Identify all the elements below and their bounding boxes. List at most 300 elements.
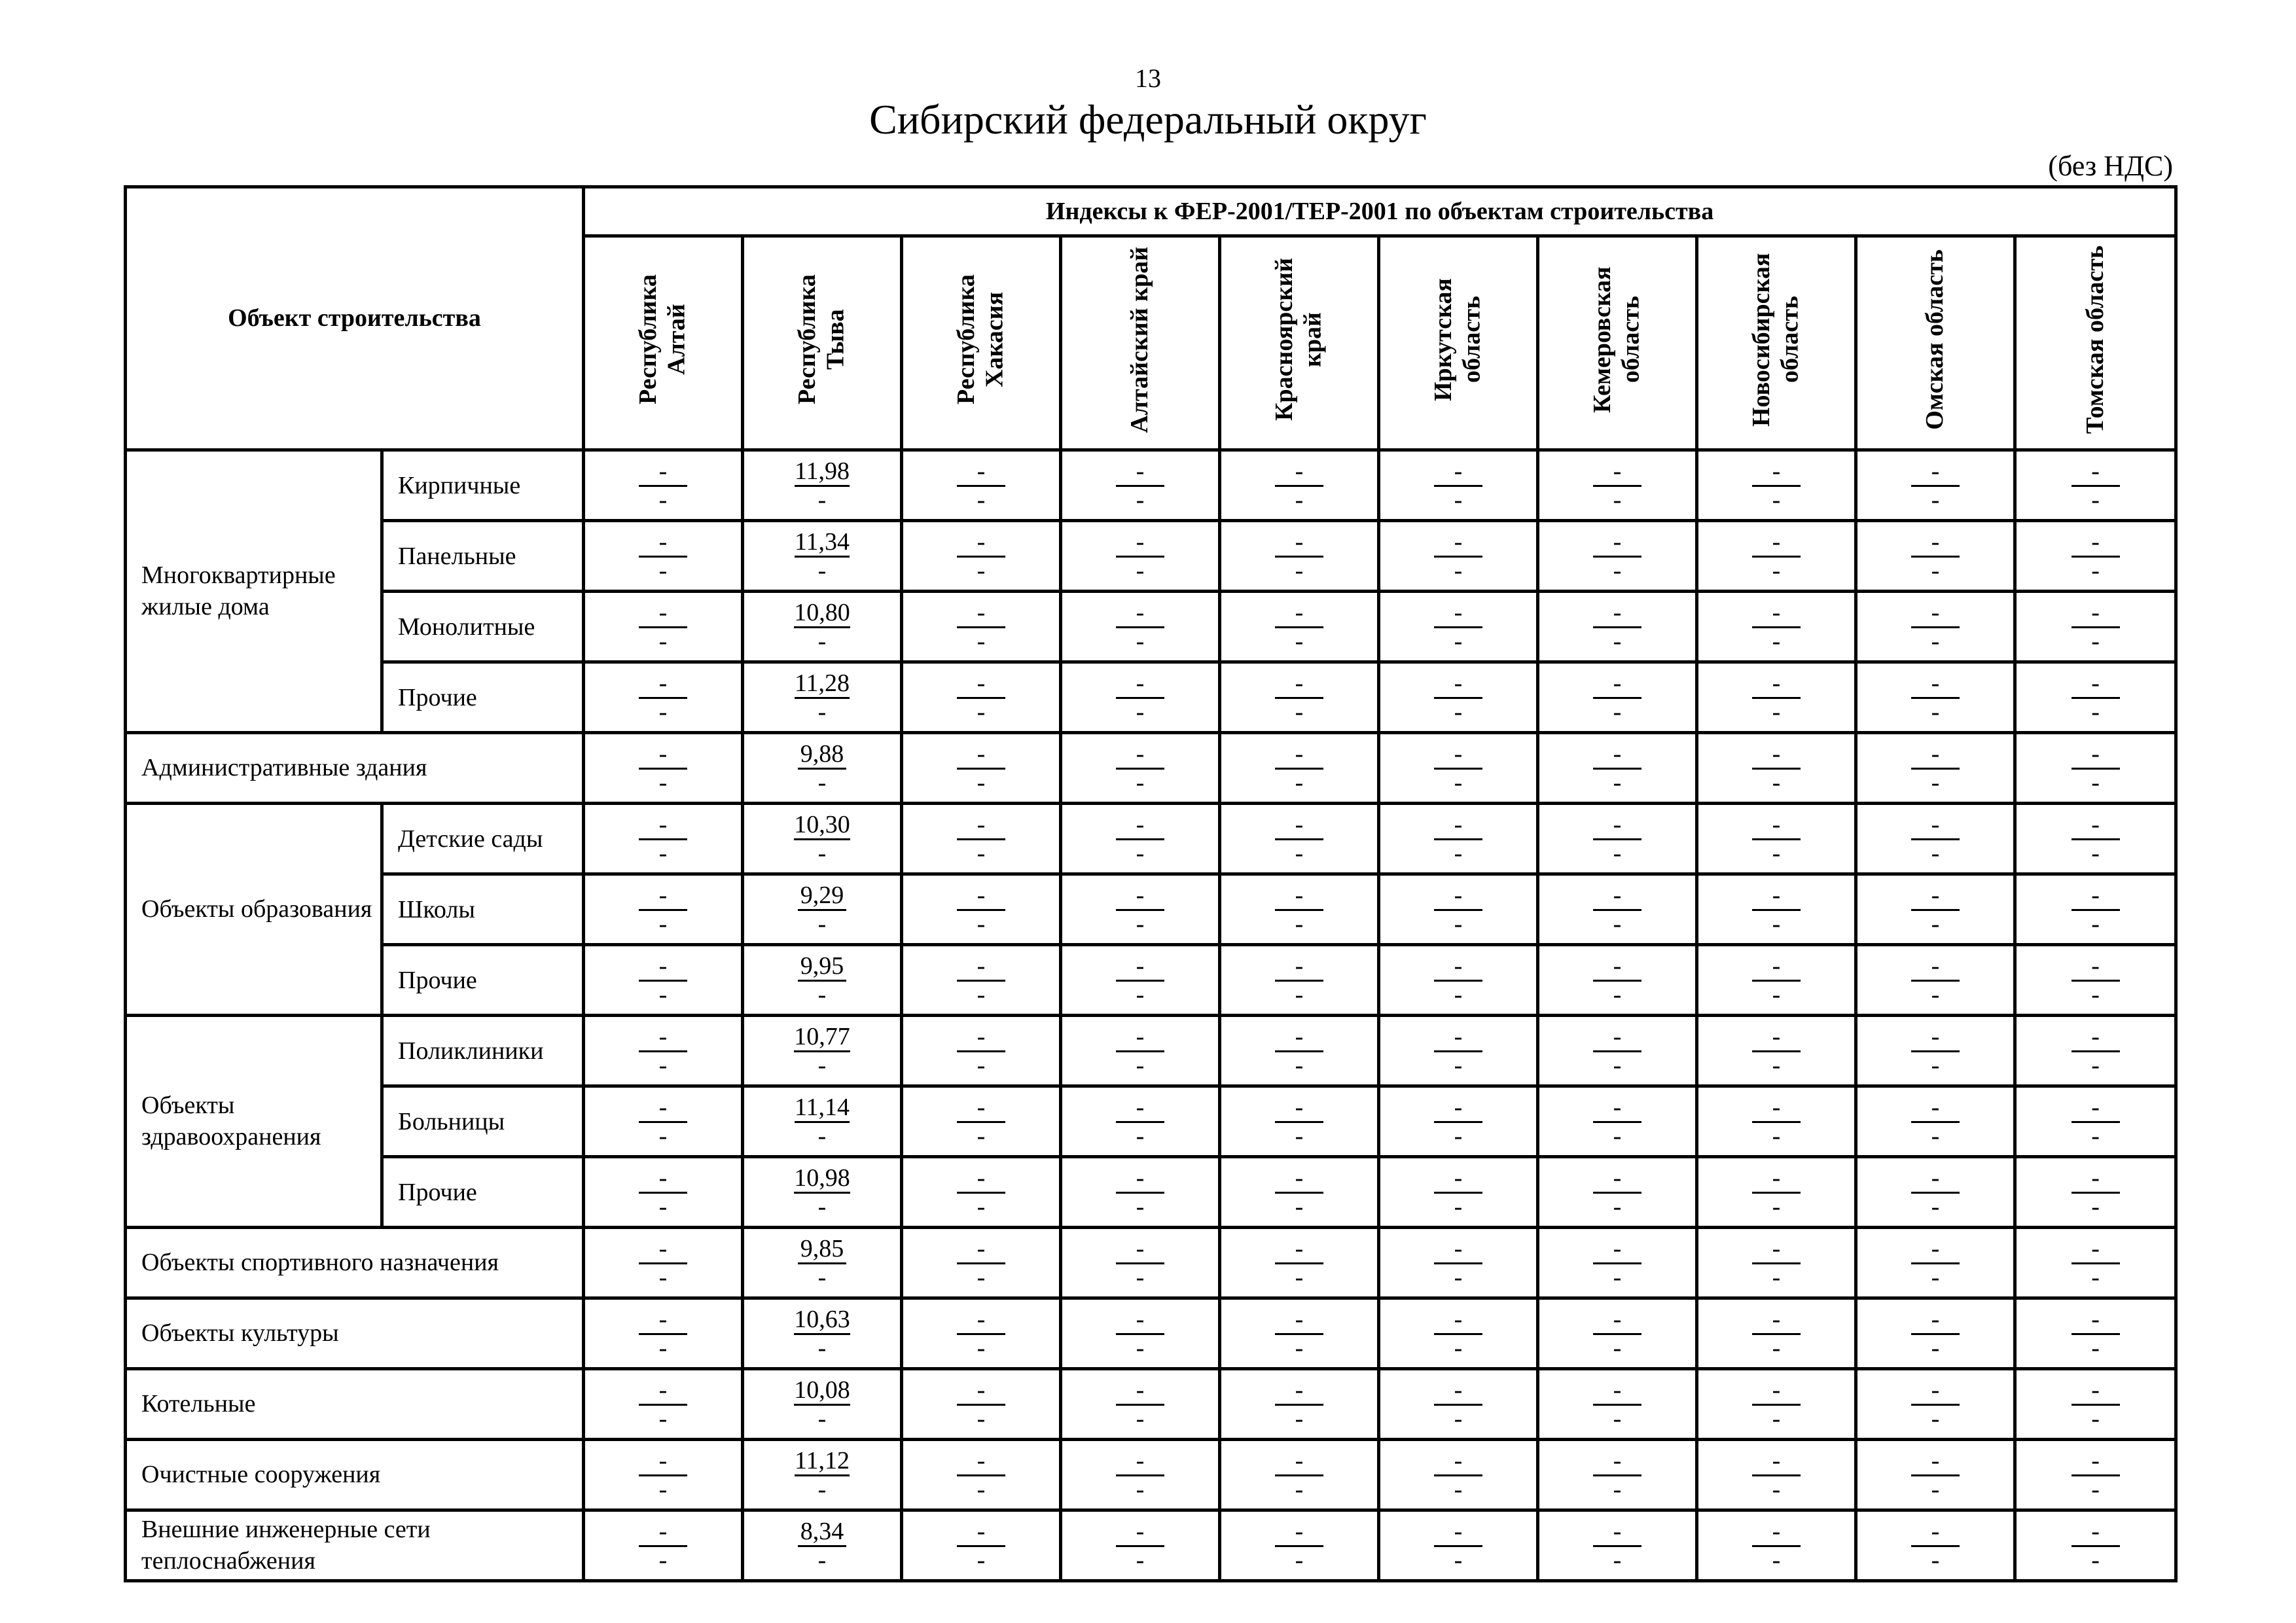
- group-label: Многоквартирные жилые дома: [126, 450, 382, 733]
- index-denominator: -: [1613, 839, 1622, 867]
- region-header: [1220, 236, 1379, 450]
- index-denominator: -: [1136, 1334, 1145, 1362]
- index-numerator: -: [957, 459, 1005, 487]
- index-denominator: -: [977, 486, 986, 514]
- region-header: [1538, 236, 1697, 450]
- index-cell: [1379, 592, 1538, 662]
- index-numerator: -: [957, 1024, 1005, 1052]
- index-numerator: -: [1752, 600, 1801, 628]
- index-table: [124, 185, 2178, 1582]
- index-denominator: -: [1613, 556, 1622, 584]
- index-numerator: -: [1593, 1024, 1641, 1052]
- index-cell: [1379, 874, 1538, 945]
- index-denominator: -: [2091, 839, 2100, 867]
- index-denominator: -: [658, 698, 668, 726]
- table-row: [126, 945, 2176, 1016]
- index-cell: [1538, 1298, 1697, 1369]
- index-cell: [584, 662, 743, 733]
- index-numerator: -: [1593, 1307, 1641, 1335]
- index-numerator: -: [1116, 671, 1164, 699]
- index-denominator: -: [2091, 1051, 2100, 1079]
- index-cell: [1379, 1228, 1538, 1298]
- index-cell: [1220, 1086, 1379, 1157]
- row-label: Школы: [382, 874, 584, 945]
- index-cell: [1379, 804, 1538, 874]
- region-name: Республика Тыва: [793, 274, 850, 405]
- index-cell: [1061, 662, 1220, 733]
- index-denominator: -: [1931, 486, 1940, 514]
- group-label: Объекты здравоохранения: [126, 1016, 382, 1228]
- index-cell: [1379, 662, 1538, 733]
- index-denominator: -: [658, 1051, 668, 1079]
- index-numerator: -: [1434, 954, 1482, 982]
- index-numerator: -: [1116, 741, 1164, 770]
- index-denominator: -: [977, 1404, 986, 1433]
- index-denominator: -: [817, 486, 827, 514]
- index-numerator: 11,28: [795, 671, 850, 699]
- row-label: Котельные: [126, 1369, 584, 1440]
- index-numerator: -: [957, 1519, 1005, 1547]
- index-denominator: -: [1136, 768, 1145, 796]
- index-denominator: -: [2091, 1122, 2100, 1150]
- index-numerator: -: [1434, 671, 1482, 699]
- index-cell: [584, 521, 743, 592]
- group-label: Объекты образования: [126, 804, 382, 1016]
- index-cell: [1538, 450, 1697, 521]
- index-numerator: -: [1911, 1024, 1960, 1052]
- index-numerator: -: [1752, 529, 1801, 558]
- index-denominator: -: [658, 768, 668, 796]
- row-label: Прочие: [382, 1157, 584, 1228]
- index-cell: [2015, 1510, 2176, 1581]
- index-numerator: -: [1275, 529, 1323, 558]
- index-cell: [584, 1086, 743, 1157]
- index-denominator: -: [2091, 627, 2100, 655]
- table-row: [126, 662, 2176, 733]
- region-header: [1061, 236, 1220, 450]
- region-name: Томская область: [2081, 245, 2109, 435]
- index-denominator: -: [977, 698, 986, 726]
- index-denominator: -: [1613, 1122, 1622, 1150]
- index-cell: [1220, 450, 1379, 521]
- index-numerator: 10,98: [794, 1166, 850, 1194]
- index-numerator: -: [1911, 459, 1960, 487]
- index-numerator: -: [1911, 671, 1960, 699]
- row-label: Объекты культуры: [126, 1298, 584, 1369]
- index-denominator: -: [1295, 698, 1304, 726]
- index-denominator: -: [1295, 1051, 1304, 1079]
- index-denominator: -: [658, 1404, 668, 1433]
- index-cell: [902, 1228, 1061, 1298]
- index-numerator: -: [1593, 883, 1641, 911]
- index-cell: [2015, 1298, 2176, 1369]
- index-cell: [902, 1510, 1061, 1581]
- index-cell: [902, 945, 1061, 1016]
- index-numerator: -: [1593, 600, 1641, 628]
- index-numerator: -: [639, 812, 687, 840]
- index-cell: [1379, 1440, 1538, 1510]
- index-numerator: -: [1116, 1519, 1164, 1547]
- index-numerator: 9,29: [798, 883, 846, 911]
- row-label: Объекты спортивного назначения: [126, 1228, 584, 1298]
- index-numerator: -: [1911, 883, 1960, 911]
- table-row: [126, 1228, 2176, 1298]
- index-denominator: -: [2091, 768, 2100, 796]
- index-denominator: -: [1454, 910, 1463, 938]
- index-numerator: -: [1434, 600, 1482, 628]
- row-label: Больницы: [382, 1086, 584, 1157]
- index-numerator: -: [957, 1095, 1005, 1123]
- index-cell: [1220, 945, 1379, 1016]
- index-denominator: -: [1613, 980, 1622, 1008]
- index-numerator: -: [2072, 1236, 2120, 1264]
- index-cell: [1061, 521, 1220, 592]
- index-numerator: -: [1593, 741, 1641, 770]
- index-cell: [1061, 1440, 1220, 1510]
- index-cell: [1856, 521, 2015, 592]
- index-cell: [1538, 1369, 1697, 1440]
- region-header: [1697, 236, 1856, 450]
- index-denominator: -: [1295, 1475, 1304, 1503]
- index-numerator: -: [1911, 1448, 1960, 1476]
- index-cell: [2015, 1086, 2176, 1157]
- index-cell: [584, 1157, 743, 1228]
- table-row: [126, 592, 2176, 662]
- row-label: Административные здания: [126, 733, 584, 804]
- index-denominator: -: [658, 556, 668, 584]
- index-numerator: -: [1593, 529, 1641, 558]
- index-numerator: -: [1593, 1166, 1641, 1194]
- index-numerator: -: [1752, 883, 1801, 911]
- index-cell: [1538, 592, 1697, 662]
- index-cell: [1379, 945, 1538, 1016]
- index-denominator: -: [1613, 1051, 1622, 1079]
- index-numerator: -: [1116, 812, 1164, 840]
- index-cell: [743, 450, 902, 521]
- index-cell: [584, 874, 743, 945]
- index-numerator: -: [1434, 1448, 1482, 1476]
- index-numerator: -: [1275, 741, 1323, 770]
- index-denominator: -: [2091, 1263, 2100, 1291]
- index-denominator: -: [658, 1192, 668, 1221]
- index-denominator: -: [977, 556, 986, 584]
- region-name: Омская область: [1921, 249, 1949, 430]
- index-numerator: -: [639, 1166, 687, 1194]
- index-numerator: -: [1593, 671, 1641, 699]
- index-denominator: -: [2091, 1404, 2100, 1433]
- row-label: Кирпичные: [382, 450, 584, 521]
- index-denominator: -: [2091, 1475, 2100, 1503]
- index-cell: [584, 1369, 743, 1440]
- index-denominator: -: [1931, 1192, 1940, 1221]
- index-cell: [1220, 662, 1379, 733]
- index-numerator: 10,63: [794, 1307, 850, 1335]
- index-denominator: -: [1613, 1263, 1622, 1291]
- index-numerator: -: [2072, 812, 2120, 840]
- index-numerator: -: [639, 1378, 687, 1406]
- region-name: Кемеровская область: [1588, 266, 1645, 413]
- index-cell: [1856, 662, 2015, 733]
- index-cell: [1220, 804, 1379, 874]
- index-numerator: -: [639, 883, 687, 911]
- index-numerator: -: [1911, 954, 1960, 982]
- region-name: Иркутская область: [1429, 278, 1486, 401]
- index-denominator: -: [1136, 1122, 1145, 1150]
- index-numerator: -: [1116, 1307, 1164, 1335]
- index-denominator: -: [1772, 1192, 1781, 1221]
- index-denominator: -: [1454, 1263, 1463, 1291]
- index-numerator: -: [1434, 1166, 1482, 1194]
- index-cell: [902, 1086, 1061, 1157]
- index-cell: [902, 1440, 1061, 1510]
- index-numerator: -: [1911, 1236, 1960, 1264]
- index-denominator: -: [1295, 486, 1304, 514]
- index-cell: [1220, 1369, 1379, 1440]
- index-denominator: -: [2091, 698, 2100, 726]
- index-cell: [902, 592, 1061, 662]
- index-denominator: -: [1136, 910, 1145, 938]
- index-numerator: -: [1911, 600, 1960, 628]
- region-header: [584, 236, 743, 450]
- table-row: [126, 1298, 2176, 1369]
- index-numerator: -: [1752, 1448, 1801, 1476]
- index-cell: [1220, 1510, 1379, 1581]
- index-numerator: -: [1116, 1024, 1164, 1052]
- index-denominator: -: [658, 910, 668, 938]
- index-denominator: -: [1295, 1122, 1304, 1150]
- index-numerator: -: [639, 1519, 687, 1547]
- index-denominator: -: [1931, 980, 1940, 1008]
- index-cell: [1856, 1016, 2015, 1086]
- index-numerator: -: [1752, 741, 1801, 770]
- index-numerator: -: [1752, 1095, 1801, 1123]
- index-cell: [1220, 521, 1379, 592]
- index-numerator: -: [2072, 459, 2120, 487]
- index-cell: [1061, 804, 1220, 874]
- index-cell: [1061, 450, 1220, 521]
- index-numerator: -: [1911, 741, 1960, 770]
- index-denominator: -: [1454, 486, 1463, 514]
- index-denominator: -: [1295, 910, 1304, 938]
- index-denominator: -: [1295, 1334, 1304, 1362]
- index-numerator: -: [1752, 812, 1801, 840]
- index-numerator: -: [1116, 1166, 1164, 1194]
- table-row: [126, 1016, 2176, 1086]
- index-denominator: -: [1454, 1192, 1463, 1221]
- index-denominator: -: [1454, 1475, 1463, 1503]
- index-numerator: -: [1275, 600, 1323, 628]
- index-cell: [1061, 733, 1220, 804]
- row-label: Детские сады: [382, 804, 584, 874]
- index-denominator: -: [1136, 486, 1145, 514]
- index-numerator: -: [639, 1095, 687, 1123]
- index-cell: [743, 1016, 902, 1086]
- index-numerator: -: [1434, 741, 1482, 770]
- index-denominator: -: [1772, 980, 1781, 1008]
- index-denominator: -: [1136, 556, 1145, 584]
- index-cell: [1538, 945, 1697, 1016]
- index-numerator: -: [957, 671, 1005, 699]
- index-numerator: 9,95: [798, 954, 846, 982]
- index-numerator: -: [1434, 1519, 1482, 1547]
- index-numerator: -: [1911, 1307, 1960, 1335]
- index-numerator: -: [1275, 1236, 1323, 1264]
- index-cell: [902, 521, 1061, 592]
- index-cell: [1379, 450, 1538, 521]
- index-cell: [1856, 1086, 2015, 1157]
- index-denominator: -: [1454, 698, 1463, 726]
- index-cell: [584, 733, 743, 804]
- index-denominator: -: [1613, 627, 1622, 655]
- index-denominator: -: [977, 1122, 986, 1150]
- index-denominator: -: [2091, 980, 2100, 1008]
- index-cell: [1856, 874, 2015, 945]
- index-numerator: -: [1593, 459, 1641, 487]
- index-numerator: -: [1275, 954, 1323, 982]
- index-denominator: -: [1136, 1051, 1145, 1079]
- index-cell: [1379, 1086, 1538, 1157]
- index-denominator: -: [2091, 1192, 2100, 1221]
- index-cell: [1538, 1157, 1697, 1228]
- index-numerator: -: [1275, 1448, 1323, 1476]
- index-denominator: -: [658, 1334, 668, 1362]
- index-cell: [1061, 1086, 1220, 1157]
- index-denominator: -: [1931, 627, 1940, 655]
- index-denominator: -: [817, 556, 827, 584]
- index-numerator: -: [2072, 1448, 2120, 1476]
- index-denominator: -: [1613, 698, 1622, 726]
- index-numerator: -: [957, 1307, 1005, 1335]
- index-denominator: -: [1454, 1334, 1463, 1362]
- index-denominator: -: [977, 768, 986, 796]
- index-denominator: -: [1931, 910, 1940, 938]
- index-denominator: -: [1136, 1263, 1145, 1291]
- index-numerator: -: [1275, 1166, 1323, 1194]
- index-cell: [743, 1510, 902, 1581]
- index-cell: [1061, 945, 1220, 1016]
- index-numerator: -: [639, 671, 687, 699]
- index-cell: [902, 1157, 1061, 1228]
- index-cell: [743, 1228, 902, 1298]
- index-denominator: -: [2091, 556, 2100, 584]
- index-cell: [1856, 1298, 2015, 1369]
- index-cell: [1379, 733, 1538, 804]
- index-cell: [743, 592, 902, 662]
- index-denominator: -: [1136, 1475, 1145, 1503]
- index-numerator: -: [639, 1448, 687, 1476]
- index-denominator: -: [1772, 1404, 1781, 1433]
- index-cell: [1220, 1016, 1379, 1086]
- index-cell: [1697, 1510, 1856, 1581]
- table-row: [126, 1369, 2176, 1440]
- index-cell: [1538, 1016, 1697, 1086]
- index-cell: [1538, 874, 1697, 945]
- index-cell: [1220, 1228, 1379, 1298]
- index-numerator: -: [1116, 883, 1164, 911]
- index-cell: [1379, 521, 1538, 592]
- index-numerator: 11,14: [795, 1095, 850, 1123]
- index-cell: [1697, 1440, 1856, 1510]
- index-cell: [1379, 1016, 1538, 1086]
- index-denominator: -: [1136, 1546, 1145, 1574]
- index-denominator: -: [2091, 486, 2100, 514]
- index-denominator: -: [1454, 768, 1463, 796]
- index-denominator: -: [817, 768, 827, 796]
- index-denominator: -: [1931, 1334, 1940, 1362]
- index-cell: [1061, 1298, 1220, 1369]
- index-numerator: -: [1911, 1095, 1960, 1123]
- table-row: [126, 1086, 2176, 1157]
- index-numerator: -: [1116, 600, 1164, 628]
- index-cell: [902, 1298, 1061, 1369]
- index-denominator: -: [817, 1404, 827, 1433]
- index-cell: [1697, 733, 1856, 804]
- index-denominator: -: [1772, 556, 1781, 584]
- index-numerator: -: [1593, 1519, 1641, 1547]
- region-name: Алтайский край: [1126, 246, 1154, 433]
- index-denominator: -: [1772, 839, 1781, 867]
- index-denominator: -: [1295, 1404, 1304, 1433]
- index-denominator: -: [1931, 1051, 1940, 1079]
- index-numerator: 10,77: [794, 1024, 850, 1052]
- index-numerator: -: [1434, 1378, 1482, 1406]
- index-denominator: -: [658, 627, 668, 655]
- region-header: [743, 236, 902, 450]
- index-denominator: -: [1931, 1404, 1940, 1433]
- index-cell: [1856, 945, 2015, 1016]
- index-numerator: -: [1593, 1236, 1641, 1264]
- index-cell: [584, 945, 743, 1016]
- index-cell: [1697, 1228, 1856, 1298]
- index-numerator: -: [2072, 1378, 2120, 1406]
- index-cell: [584, 1440, 743, 1510]
- index-cell: [1856, 1369, 2015, 1440]
- index-denominator: -: [1931, 1263, 1940, 1291]
- row-label: Очистные сооружения: [126, 1440, 584, 1510]
- index-numerator: -: [639, 1307, 687, 1335]
- index-cell: [743, 733, 902, 804]
- index-cell: [584, 450, 743, 521]
- region-name: Республика Алтай: [634, 274, 691, 405]
- index-denominator: -: [1772, 1263, 1781, 1291]
- index-cell: [1061, 1228, 1220, 1298]
- index-numerator: -: [1752, 954, 1801, 982]
- index-numerator: -: [1911, 1519, 1960, 1547]
- index-cell: [902, 874, 1061, 945]
- index-denominator: -: [1454, 1122, 1463, 1150]
- index-numerator: -: [1116, 1236, 1164, 1264]
- index-cell: [2015, 804, 2176, 874]
- index-numerator: -: [957, 1378, 1005, 1406]
- index-denominator: -: [1772, 1546, 1781, 1574]
- index-numerator: -: [957, 1166, 1005, 1194]
- index-denominator: -: [977, 1334, 986, 1362]
- index-cell: [1697, 662, 1856, 733]
- index-cell: [1379, 1298, 1538, 1369]
- index-cell: [743, 1157, 902, 1228]
- index-numerator: -: [1593, 812, 1641, 840]
- index-numerator: -: [1752, 671, 1801, 699]
- index-denominator: -: [1613, 1546, 1622, 1574]
- index-cell: [584, 1510, 743, 1581]
- index-cell: [2015, 521, 2176, 592]
- index-cell: [1697, 874, 1856, 945]
- index-cell: [1856, 1440, 2015, 1510]
- index-numerator: -: [1434, 529, 1482, 558]
- index-numerator: -: [639, 1236, 687, 1264]
- index-numerator: -: [2072, 1307, 2120, 1335]
- index-cell: [1697, 1157, 1856, 1228]
